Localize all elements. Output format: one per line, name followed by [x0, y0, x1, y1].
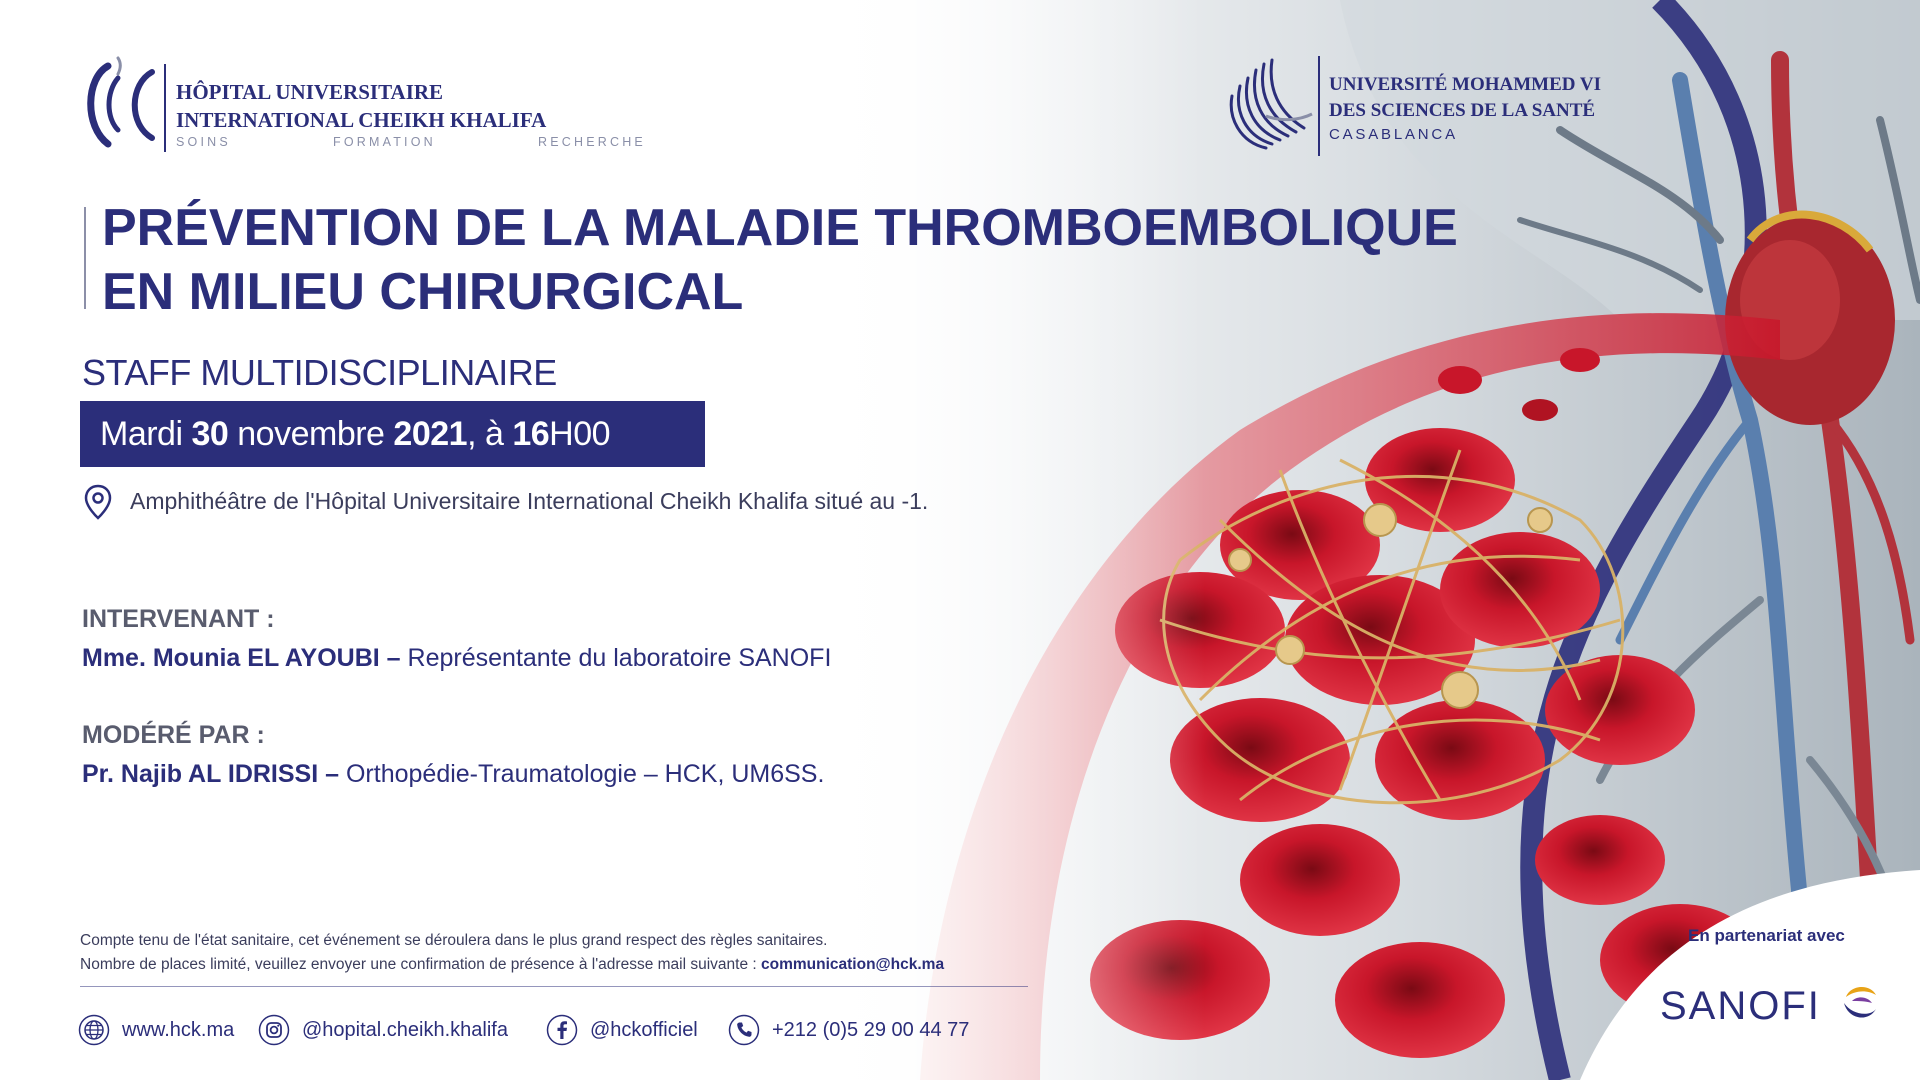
date-hour: 16 — [512, 415, 550, 453]
hospital-taglines — [176, 135, 646, 149]
hck-logo-icon — [78, 54, 156, 154]
footer-divider — [80, 986, 1028, 987]
rsvp-email-link[interactable]: communication@hck.ma — [761, 956, 945, 973]
location-pin-icon — [84, 484, 112, 520]
date-month: novembre — [237, 415, 385, 453]
phone-contact[interactable] — [728, 1012, 969, 1048]
date-year: 2021 — [393, 415, 468, 453]
facebook-contact[interactable] — [546, 1012, 698, 1048]
moderator-line — [82, 760, 824, 789]
sanofi-wordmark: SANOFI — [1660, 984, 1821, 1028]
partner-label: En partenariat avec — [1688, 926, 1845, 945]
hospital-logo-divider — [164, 64, 166, 152]
website-link[interactable]: www.hck.ma — [122, 1018, 235, 1041]
hospital-name-line1: HÔPITAL UNIVERSITAIRE — [176, 80, 444, 104]
thrombus-illustration — [820, 0, 1920, 1080]
event-location: Amphithéâtre de l'Hôpital Universitaire International Cheikh Khalifa situé au -1. — [130, 488, 929, 514]
rsvp-notice — [80, 956, 944, 974]
instagram-icon — [258, 1014, 290, 1046]
event-date-banner — [80, 401, 705, 467]
um6ss-logo-icon — [1222, 56, 1314, 156]
title-accent-bar — [84, 207, 86, 309]
sanitary-notice: Compte tenu de l'état sanitaire, cet événement se déroulera dans le plus grand respect des règles sanitaires. — [80, 932, 828, 949]
phone-number[interactable]: +212 (0)5 29 00 44 77 — [772, 1018, 970, 1041]
speaker-heading: INTERVENANT : — [82, 605, 275, 633]
moderator-name: Pr. Najib AL IDRISSI – — [82, 760, 340, 788]
tagline-formation: FORMATION — [333, 135, 436, 149]
sanofi-logo — [1660, 977, 1882, 1029]
date-day-name: Mardi — [100, 415, 183, 453]
website-contact[interactable] — [78, 1012, 234, 1048]
event-title — [102, 196, 1458, 324]
hospital-name-line2: INTERNATIONAL CHEIKH KHALIFA — [176, 108, 547, 132]
date-day: 30 — [191, 415, 229, 453]
tagline-recherche: RECHERCHE — [538, 135, 646, 149]
moderator-role: Orthopédie-Traumatologie – HCK, UM6SS. — [345, 760, 825, 788]
event-title-line2: EN MILIEU CHIRURGICAL — [102, 263, 744, 321]
speaker-line — [82, 644, 831, 673]
phone-icon — [728, 1014, 760, 1046]
speaker-name: Mme. Mounia EL AYOUBI – — [82, 644, 401, 672]
facebook-icon — [546, 1014, 578, 1046]
facebook-handle[interactable]: @hckofficiel — [590, 1018, 698, 1041]
tagline-soins: SOINS — [176, 135, 231, 149]
hospital-logo — [78, 50, 646, 160]
instagram-handle[interactable]: @hopital.cheikh.khalifa — [302, 1018, 508, 1041]
university-logo — [1222, 56, 1642, 160]
rsvp-text: Nombre de places limité, veuillez envoyer une confirmation de présence à l'adresse mail suivante : — [80, 956, 757, 973]
date-at: , à — [467, 415, 504, 453]
university-name-line2: DES SCIENCES DE LA SANTÉ — [1329, 100, 1596, 121]
sanofi-swirl-icon — [1836, 977, 1882, 1027]
university-logo-divider — [1318, 56, 1320, 156]
globe-icon — [78, 1014, 110, 1046]
moderator-heading: MODÉRÉ PAR : — [82, 721, 265, 749]
university-city: CASABLANCA — [1329, 126, 1458, 143]
instagram-contact[interactable] — [258, 1012, 508, 1048]
date-minutes: H00 — [549, 415, 611, 453]
event-subtitle: STAFF MULTIDISCIPLINAIRE — [82, 352, 557, 393]
event-title-line1: PRÉVENTION DE LA MALADIE THROMBOEMBOLIQUE — [102, 199, 1458, 257]
university-name-line1: UNIVERSITÉ MOHAMMED VI — [1329, 74, 1602, 95]
speaker-role: Représentante du laboratoire SANOFI — [407, 644, 832, 672]
